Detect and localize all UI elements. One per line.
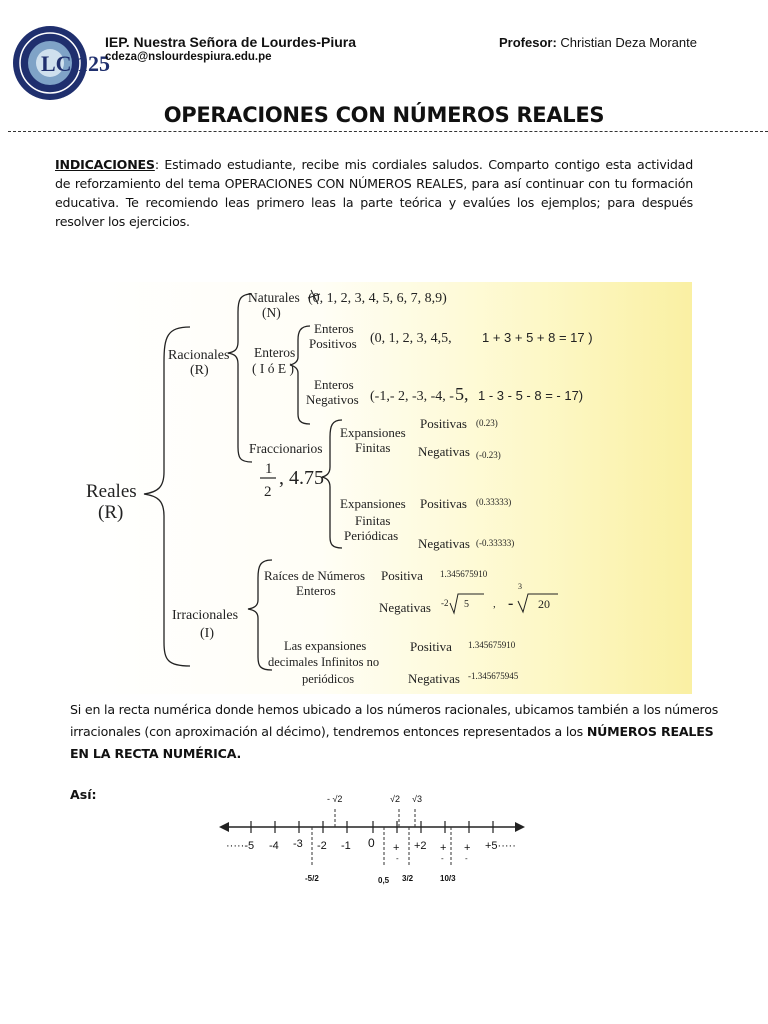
- reales-symbol: (R): [98, 502, 124, 523]
- school-email: cdeza@nslourdespiura.edu.pe: [105, 51, 272, 63]
- enteros-positivos-set: (0, 1, 2, 3, 4,5,: [370, 331, 452, 346]
- exp-finitas-negativas-val: (-0.23): [476, 450, 501, 460]
- paragraph-text: Si en la recta numérica donde hemos ubicado a los números racionales, ubicamos también a los números irracionales (con aproximación al décimo), tendremos entonces representados a los: [70, 702, 719, 739]
- dashed-markers: [312, 809, 451, 867]
- teacher-name: Christian Deza Morante: [560, 35, 697, 50]
- enteros-negativos-1: Enteros: [314, 377, 354, 392]
- tick-label: 0: [368, 836, 375, 850]
- bottom-label: 10/3: [440, 874, 456, 883]
- teacher-label: Profesor:: [499, 35, 557, 50]
- asi-label: Así:: [70, 787, 97, 802]
- radical-index: 3: [518, 582, 522, 591]
- raices-negativas: Negativas: [379, 600, 431, 615]
- paragraph-bold: NÚMEROS REALES EN LA RECTA NUMÉRICA.: [70, 724, 714, 761]
- enteros-positivos-2: Positivos: [309, 336, 357, 351]
- left-arrow-icon: [219, 822, 229, 832]
- exp-periodicas-negativas: Negativas: [418, 536, 470, 551]
- raices-1: Raíces de Números: [264, 568, 366, 583]
- radical-coef: -2: [441, 598, 449, 608]
- bottom-label: 3/2: [402, 874, 414, 883]
- instructions-label: INDICACIONES: [55, 157, 155, 172]
- exp-infinitas-negativas-val: -1.345675945: [468, 671, 519, 681]
- right-arrow-icon: [515, 822, 525, 832]
- enteros-negativos-2: Negativos: [306, 392, 359, 407]
- exp-infinitas-positiva-val: 1.345675910: [468, 640, 516, 650]
- tick-label: +2: [414, 840, 427, 852]
- top-label: √3: [412, 794, 422, 804]
- exp-finitas-negativas: Negativas: [418, 444, 470, 459]
- enteros-negativos-sum: 1 - 3 - 5 - 8 = - 17): [478, 388, 584, 403]
- real-numbers-diagram: [72, 282, 692, 694]
- naturales-set: (0, 1, 2, 3, 4, 5, 6, 7, 8,9): [308, 291, 447, 306]
- tick-label: -3: [293, 838, 303, 850]
- svg-text:-: -: [396, 854, 399, 863]
- svg-text:-: -: [508, 595, 514, 612]
- tick-label: -1: [341, 840, 351, 852]
- exp-finitas-1: Expansiones: [340, 425, 406, 440]
- exp-infinitas-2: decimales Infinitos no: [268, 655, 380, 669]
- fraction-decimal: , 4.75: [279, 467, 324, 489]
- svg-text:,: ,: [493, 598, 496, 610]
- fraction-numerator: 1: [265, 461, 273, 477]
- instructions: [55, 155, 693, 231]
- svg-text:-: -: [441, 854, 444, 863]
- school-name: IEP. Nuestra Señora de Lourdes-Piura: [105, 34, 357, 50]
- school-logo: [12, 25, 111, 101]
- tick-label: -4: [269, 840, 279, 852]
- exp-periodicas-positivas-val: (0.33333): [476, 497, 512, 507]
- page-title: OPERACIONES CON NÚMEROS REALES: [163, 103, 605, 127]
- explanation-paragraph: [70, 699, 722, 765]
- tick-label: +5·····: [485, 840, 516, 852]
- exp-infinitas-1: Las expansiones: [284, 639, 367, 653]
- top-label: √2: [390, 794, 400, 804]
- exp-finitas-2: Finitas: [355, 440, 391, 455]
- exp-finitas-positivas-val: (0.23): [476, 418, 498, 428]
- exp-periodicas-1: Expansiones: [340, 496, 406, 511]
- exp-periodicas-negativas-val: (-0.33333): [476, 538, 515, 548]
- bottom-label: 0,5: [378, 876, 390, 885]
- bottom-label: -5/2: [305, 874, 319, 883]
- irracionales-label: Irracionales: [172, 608, 239, 623]
- tick-label: -2: [317, 840, 327, 852]
- enteros-label: Enteros: [254, 345, 296, 360]
- enteros-positivos-sum: 1 + 3 + 5 + 8 = 17 ): [482, 330, 593, 345]
- teacher-info: [499, 35, 697, 50]
- irracionales-symbol: (I): [200, 626, 214, 641]
- raices-2: Enteros: [296, 583, 336, 598]
- exp-periodicas-3: Periódicas: [344, 528, 399, 543]
- racionales-label: Racionales: [168, 348, 230, 363]
- naturales-label: Naturales: [248, 290, 300, 305]
- naturales-symbol: (N): [262, 305, 281, 320]
- tick-label: +: [464, 842, 471, 854]
- tick-label: +: [440, 842, 447, 854]
- exp-periodicas-2: Finitas: [355, 513, 391, 528]
- number-line: [215, 785, 535, 885]
- fraccionarios-label: Fraccionarios: [249, 441, 323, 456]
- raices-positiva-val: 1.345675910: [440, 569, 488, 579]
- exp-infinitas-negativas: Negativas: [408, 671, 460, 686]
- instructions-text: : Estimado estudiante, recibe mis cordiales saludos. Comparto contigo esta actividad de reforzamiento del tema OPERACIONES CON NÚMEROS REALES, para así continuar con tu formación educativa. Te recomiendo leas primero leas la parte teórica y evalúes los ejemplos; para después resolver los ejercicios.: [55, 157, 693, 229]
- tick-label: +: [393, 842, 400, 854]
- enteros-negativos-set: (-1,- 2, -3, -4, -: [370, 389, 454, 404]
- raices-positiva: Positiva: [381, 568, 423, 583]
- title-divider: [8, 131, 768, 132]
- enteros-negativos-five: 5,: [455, 384, 469, 404]
- svg-text:-: -: [465, 854, 468, 863]
- top-label: - √2: [327, 794, 343, 804]
- enteros-positivos-1: Enteros: [314, 321, 354, 336]
- reales-label: Reales: [86, 481, 137, 502]
- enteros-symbol: ( I ó E ): [252, 361, 294, 376]
- tick-label: ·····-5: [226, 840, 255, 852]
- exp-periodicas-positivas: Positivas: [420, 496, 467, 511]
- exp-finitas-positivas: Positivas: [420, 416, 467, 431]
- logo-text: LC 125: [41, 51, 111, 76]
- racionales-symbol: (R): [190, 363, 209, 378]
- radical-2-value: 20: [538, 597, 550, 611]
- fraction-denominator: 2: [264, 484, 272, 500]
- exp-infinitas-3: periódicos: [302, 672, 355, 686]
- exp-infinitas-positiva: Positiva: [410, 639, 452, 654]
- radical-1-value: 5: [464, 599, 469, 610]
